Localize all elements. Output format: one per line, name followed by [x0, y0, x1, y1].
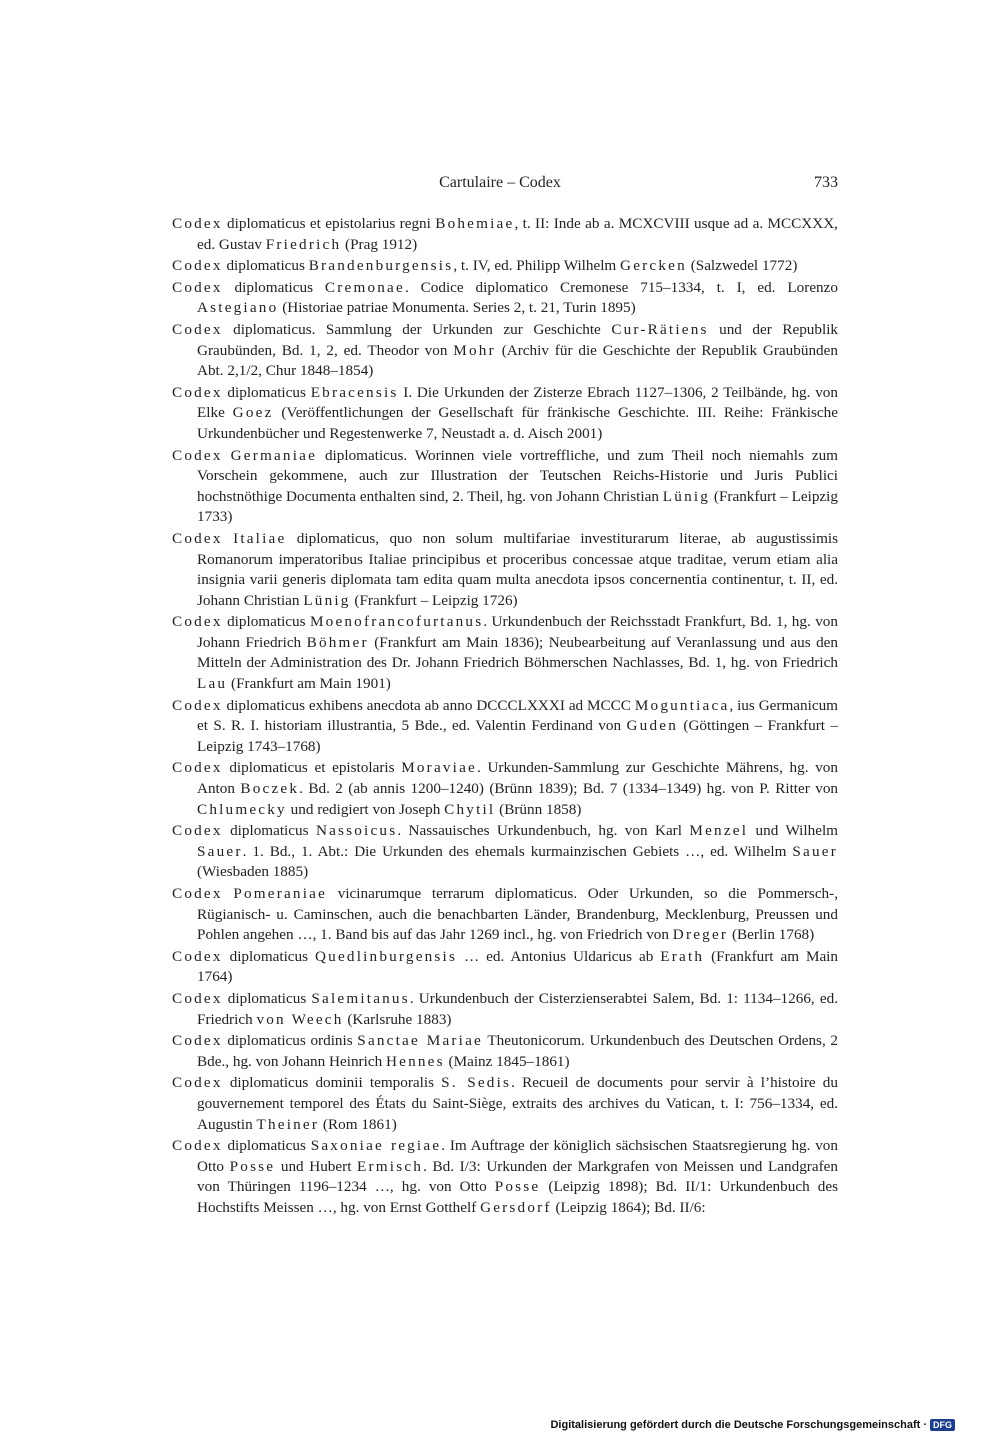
spaced-term: von Weech [256, 1010, 344, 1028]
spaced-term: Codex [172, 278, 223, 296]
spaced-term: Chytil [444, 800, 496, 818]
entry-text: diplomaticus dominii temporalis [222, 1074, 442, 1092]
bibliography-entry [172, 696, 838, 758]
spaced-term: Italiae [233, 529, 287, 547]
spaced-term: Moguntiaca [634, 696, 730, 714]
spaced-term: Cremonae [324, 278, 405, 296]
spaced-term: Lünig [662, 487, 711, 505]
entry-text [223, 885, 234, 902]
bibliography-list [172, 214, 838, 1220]
spaced-term: Codex [172, 320, 223, 338]
entry-text: . 1. Bd., 1. Abt.: Die Urkunden des ehemals kurmainzischen Gebiets …, ed. Wilhelm [242, 842, 793, 860]
bibliography-entry [172, 989, 838, 1030]
entry-text: (Historiae patriae Monumenta. Series 2, t. 21, Turin 1895) [278, 299, 636, 317]
running-title: Cartulaire – Codex [439, 174, 561, 191]
entry-text: diplomaticus, quo non solum multifariae investiturarum literae, ab augustissimis Romanorum imperatoribus Italiae principibus et proceribus concessae atque traditae, verum etiam alia insignia varii generis diplomata tam edita quam multa anecdota ipsos concernentia continentur, t. II, ed. Johann Christian [197, 529, 839, 609]
entry-text: und redigiert von Joseph [286, 800, 445, 818]
bibliography-entry [172, 612, 838, 694]
spaced-term: Codex [172, 1074, 223, 1092]
spaced-term: Lünig [303, 591, 351, 609]
entry-text: , t. IV, ed. Philipp Wilhelm [453, 257, 621, 275]
entry-text: (Frankfurt – Leipzig 1726) [350, 591, 518, 609]
entry-text: . Bd. 2 (ab annis 1200–1240) (Brünn 1839); Bd. 7 (1334–1349) hg. von P. Ritter von [299, 780, 839, 798]
entry-text: (Rom 1861) [319, 1115, 397, 1133]
entry-text: diplomaticus [222, 383, 311, 401]
entry-text: (Prag 1912) [341, 235, 418, 253]
bibliography-entry [172, 758, 838, 820]
spaced-term: Pomeraniae [233, 885, 328, 902]
bibliography-entry [172, 947, 838, 988]
bibliography-entry [172, 1031, 838, 1072]
entry-text: diplomaticus [222, 613, 310, 631]
spaced-term: Erath [660, 947, 705, 965]
spaced-term: Posse [229, 1157, 276, 1175]
spaced-term: Mohr [453, 341, 496, 359]
entry-text: … ed. Antonius Uldaricus ab [457, 947, 661, 965]
entry-text: diplomaticus [222, 822, 316, 840]
entry-text: , t. II: Inde ab a. MCXCVIII usque ad a. MCCXXX, ed. Gustav [197, 215, 838, 253]
entry-text: , ius Germanicum et S. R. I. historiam illustrantia, 5 Bde., ed. Valentin Ferdinand von [197, 696, 838, 735]
entry-text: . Recueil de documents pour servir à l’histoire du gouvernement temporel des États du Saint-Siège, extraits des archives du Vatican, t. I: 756–1334, ed. Augustin [197, 1074, 838, 1133]
bibliography-entry [172, 214, 838, 255]
bibliography-entry [172, 320, 838, 382]
entry-text: . Codice diplomatico Cremonese 715–1334, t. I, ed. Lorenzo [404, 278, 838, 296]
spaced-term: Codex [172, 1137, 223, 1155]
spaced-term: Moenofrancofurtanus [309, 613, 484, 631]
bibliography-entry [172, 383, 838, 445]
entry-text: (Frankfurt am Main 1836); Neubearbeitung auf Veranlassung und aus den Mitteln der Administration des Dr. Johann Friedrich Böhmerschen Nachlasses, Bd. 1, hg. von Friedrich [197, 633, 838, 672]
spaced-term: Salemitanus [311, 989, 410, 1007]
spaced-term: S. Sedis [441, 1074, 512, 1092]
spaced-term: Chlumecky [197, 800, 287, 818]
entry-text: diplomaticus [222, 257, 309, 275]
spaced-term: Codex [172, 257, 223, 275]
entry-text: (Mainz 1845–1861) [444, 1052, 570, 1070]
entry-text: (Veröffentlichungen der Gesellschaft für fränkische Geschichte. III. Reihe: Fränkische Urkundenbücher und Regestenwerke 7, Neustadt a. d. Aisch 2001) [197, 404, 838, 442]
entry-text: und der Republik Graubünden, Bd. 1, 2, ed. Theodor von [197, 320, 839, 359]
spaced-term: Codex [172, 759, 223, 777]
bibliography-entry [172, 1073, 838, 1135]
entry-text: (Leipzig 1864); Bd. II/6: [551, 1198, 706, 1216]
entry-text: . Urkunden-Sammlung zur Geschichte Mährens, hg. von Anton [197, 759, 838, 798]
entry-text: (Göttingen – Frankfurt – Leipzig 1743–1768) [197, 717, 838, 755]
entry-text [223, 447, 231, 464]
entry-text: . Nassauisches Urkundenbuch, hg. von Karl [397, 822, 690, 840]
spaced-term: Saxoniae regiae [310, 1137, 442, 1155]
spaced-term: Lau [197, 675, 228, 693]
footer-credit [550, 1419, 955, 1431]
spaced-term: Sanctae Mariae [357, 1032, 483, 1050]
footer-text: Digitalisierung gefördert durch die Deutsche Forschungsgemeinschaft · [550, 1419, 927, 1431]
entry-text: . Im Auftrage der königlich sächsischen Staatsregierung hg. von Otto [197, 1137, 838, 1175]
spaced-term: Moraviae [401, 759, 477, 777]
spaced-term: Codex [172, 215, 223, 232]
spaced-term: Ebracensis [310, 383, 399, 401]
entry-text: diplomaticus. Worinnen viele vortreffliche, und zum Theil noch niemahls zum Vorschein gekommene, auch zur Illustration der Teutschen Reichs-Historie und Juris Publici hochstnöthige Documenta enthalten sind, 2. Theil, hg. von Johann Christian [197, 446, 838, 505]
entry-text: . Urkundenbuch der Reichsstadt Frankfurt, Bd. 1, hg. von Johann Friedrich [197, 613, 838, 651]
spaced-term: Theiner [256, 1115, 320, 1133]
spaced-term: Goez [232, 404, 274, 422]
entry-text: vicinarumque terrarum diplomaticus. Oder Urkunden, so die Pommersch-, Rügianisch- u. Caminschen, auch die benachbarten Länder, Brandenburg, Mecklenburg, Preussen und Pohlen angehen …, 1. Band bis auf das Jahr 1269 incl., hg. von Friedrich von [197, 885, 839, 944]
spaced-term: Ermisch [357, 1157, 424, 1175]
entry-text: diplomaticus [222, 989, 312, 1007]
spaced-term: Codex [172, 989, 223, 1007]
entry-text: diplomaticus ordinis [222, 1032, 358, 1050]
bibliography-entry [172, 446, 838, 528]
entry-text: (Salzwedel 1772) [686, 257, 798, 275]
entry-text: und Hubert [275, 1157, 358, 1175]
spaced-term: Böhmer [306, 633, 369, 651]
page-number: 733 [814, 174, 838, 191]
spaced-term: Codex [172, 446, 223, 464]
entry-text: diplomaticus et epistolarius regni [222, 215, 436, 232]
spaced-term: Astegiano [197, 299, 279, 317]
entry-text: diplomaticus [222, 947, 315, 965]
dfg-logo: DFG [930, 1419, 955, 1431]
spaced-term: Posse [494, 1178, 541, 1196]
entry-text: (Karlsruhe 1883) [343, 1010, 452, 1028]
entry-text: (Archiv für die Geschichte der Republik Graubünden Abt. 2,1/2, Chur 1848–1854) [197, 341, 838, 380]
entry-text: diplomaticus. Sammlung der Urkunden zur Geschichte [222, 320, 612, 338]
entry-text: diplomaticus et epistolaris [222, 759, 402, 777]
spaced-term: Codex [172, 1032, 223, 1050]
spaced-term: Codex [172, 885, 223, 902]
spaced-term: Boczek [240, 780, 300, 798]
entry-text: (Berlin 1768) [728, 926, 815, 944]
bibliography-entry [172, 529, 838, 611]
entry-text: (Frankfurt – Leipzig 1733) [197, 487, 838, 526]
bibliography-entry [172, 256, 838, 277]
spaced-term: Bohemiae [435, 215, 515, 232]
entry-text: I. Die Urkunden der Zisterze Ebrach 1127–1306, 2 Teilbände, hg. von Elke [197, 383, 838, 422]
spaced-term: Friedrich [265, 235, 342, 253]
spaced-term: Quedlinburgensis [315, 947, 458, 965]
bibliography-entry [172, 821, 838, 883]
spaced-term: Codex [172, 383, 223, 401]
entry-text: (Wiesbaden 1885) [197, 863, 309, 881]
entry-text: . Bd. I/3: Urkunden der Markgrafen von Meissen und Landgrafen von Thüringen 1196–1234 …, hg. von Otto [197, 1157, 838, 1196]
bibliography-entry [172, 278, 838, 319]
bibliography-entry [172, 1136, 838, 1218]
entry-text [223, 530, 233, 547]
spaced-term: Codex [172, 529, 223, 547]
spaced-term: Hennes [385, 1052, 445, 1070]
spaced-term: Sauer [792, 842, 838, 860]
entry-text: diplomaticus exhibens anecdota ab anno DCCCLXXXI ad MCCC [222, 696, 635, 714]
entry-text: Theutonicorum. Urkundenbuch des Deutschen Ordens, 2 Bde., hg. von Johann Heinrich [197, 1032, 838, 1070]
entry-text: diplomaticus [222, 1137, 311, 1155]
bibliography-entry [172, 884, 838, 946]
spaced-term: Guden [626, 717, 678, 735]
entry-text: . Urkundenbuch der Cisterzienserabtei Salem, Bd. 1: 1134–1266, ed. Friedrich [197, 989, 838, 1028]
spaced-term: Codex [172, 947, 223, 965]
entry-text: und Wilhelm [748, 822, 838, 840]
entry-text: (Leipzig 1898); Bd. II/1: Urkundenbuch des Hochstifts Meissen …, hg. von Ernst Gotthelf [197, 1178, 838, 1216]
spaced-term: Gercken [620, 257, 687, 275]
spaced-term: Germaniae [230, 446, 318, 464]
spaced-term: Codex [172, 696, 223, 714]
spaced-term: Sauer [197, 842, 243, 860]
spaced-term: Codex [172, 822, 223, 840]
spaced-term: Codex [172, 613, 223, 631]
spaced-term: Menzel [689, 822, 749, 840]
entry-text: diplomaticus [222, 278, 325, 296]
spaced-term: Nassoicus [315, 822, 398, 840]
entry-text: (Brünn 1858) [495, 800, 582, 818]
spaced-term: Gersdorf [480, 1198, 552, 1216]
spaced-term: Dreger [672, 926, 729, 944]
entry-text: (Frankfurt am Main 1901) [227, 675, 391, 693]
spaced-term: Cur-Rätiens [611, 320, 709, 338]
spaced-term: Brandenburgensis [308, 257, 454, 275]
entry-text: (Frankfurt am Main 1764) [197, 947, 838, 986]
